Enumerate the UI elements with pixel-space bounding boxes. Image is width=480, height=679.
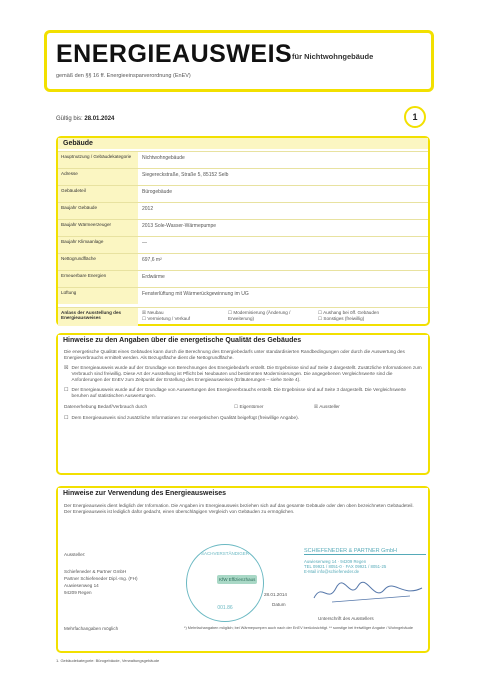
verwendung-heading: Hinweise zur Verwendung des Energieausweises [58,488,428,499]
aussteller-label: Aussteller: [64,552,86,557]
gebaeude-row-label: Nettogrundfläche [58,254,138,270]
expert-stamp-number: 001.86 [217,605,233,611]
qualitaet-intro: Die energetische Qualität eines Gebäudes kann durch die Berechnung des Energiebedarfs unter standardisierten Randbedingungen oder durch die Auswertung des Energieverbrauchs ermittelt werden. Als Bezugsfläche dient die Nettogrundfläche. [64,349,405,360]
option-aussteller[interactable]: ☒ Aussteller [314,404,340,409]
gebaeude-row-label: Erneuerbare Energien [58,271,138,287]
gebaeude-row-label: Baujahr Gebäude [58,203,138,219]
date-label: Datum [272,602,286,607]
footnote-bottom: *) Mehrfachangaben möglich; bei Wärmepumpen auch nach der EnEV berücksichtigt. ** sonstige bei freiwilliger Angabe / Wohngebäude [184,626,413,630]
gebaeude-row [58,185,428,202]
expert-stamp-ring-text: SACHVERSTÄNDIGER [200,551,249,556]
gebaeude-row [58,219,428,236]
gebaeude-row-value: Erdwärme [142,274,165,280]
gebaeude-row [58,168,428,185]
qualitaet-panel [56,333,430,475]
anlass-option-vermietung[interactable]: ☐ Vermietung / Verkauf [142,316,191,321]
anlass-label: Anlass der Ausstellung des Energieausweises [58,308,138,326]
gebaeude-row-label: Gebäudeteil [58,186,138,202]
page-number-badge: 1 [404,106,426,128]
datenerhebung-row: Datenerhebung Bedarf/Verbrauch durch ☐ Eigentümer ☒ Aussteller [64,404,340,409]
qualitaet-heading: Hinweise zu den Angaben über die energetische Qualität des Gebäudes [58,335,428,346]
gebaeude-row-label: Lüftung [58,288,138,304]
gebaeude-row [58,270,428,287]
gebaeude-row-value: 697,6 m² [142,257,162,263]
gebaeude-row-value: Siegereckstraße, Straße 5, 85152 Selb [142,172,229,178]
aussteller-address: Schiefeneder & Partner GmbH Partner Schiefeneder Dipl.-Ing. (FH) Auwiesenweg 14 94209 Regen [64,569,138,595]
option-eigentuemer[interactable]: ☐ Eigentümer [234,404,264,409]
check-bedarf[interactable]: ☒ Der Energieausweis wurde auf der Grundlage von Berechnungen des Energiebedarfs erstellt. Die Ergebnisse sind auf Seite 2 dargestellt. Zusätzliche Informationen zum Verbrauch sind freiwillig. Diese Art der Ausstellung ist Pflicht bei Neubauten und bestimmten Modernisierungen. Die angegebenen Vergleichswerte sind die Anforderungen der EnEV zum Zeitpunkt der Erstellung des Energieausweises (Erläuterungen – siehe Seite 4). [64,365,422,382]
signature-label: Unterschrift des Ausstellers [318,616,374,621]
expert-stamp-badge: KfW Effizienzhaus [219,577,256,582]
gebaeude-row [58,236,428,253]
footnote-mehrfach: Mehrfachangaben möglich [64,626,119,631]
anlass-row [58,307,428,326]
handwritten-signature [310,578,430,608]
gebaeude-row [58,202,428,219]
company-stamp: SCHIEFENEDER & PARTNER GmbH Auwiesenweg 14 · 94209 Regen TEL 09921 / 8051-0 · FAX 09921 / 8051-25 E-Mail info@schiefeneder.de [304,548,426,574]
verwendung-panel [56,486,430,653]
validity-date: 28.01.2024 [84,116,115,122]
anlass-option-modernisierung[interactable]: ☐ Modernisierung (Änderung / Erweiterung) [228,310,291,321]
gebaeude-row [58,151,428,168]
gebaeude-row-value: Bürogebäude [142,189,173,195]
anlass-option-aushang[interactable]: ☐ Aushang bei öff. Gebäuden [318,310,380,315]
gebaeude-row-label: Adresse [58,169,138,185]
gebaeude-row-value: 2012 [142,206,154,212]
signature-date: 28.01.2014 [264,592,287,597]
gebaeude-heading: Gebäude [58,138,428,149]
expert-stamp [186,544,264,622]
check-verbrauch[interactable]: ☐ Der Energieausweis wurde auf der Grundlage von Auswertungen des Energieverbrauchs erstellt. Die Ergebnisse sind auf Seite 3 dargestellt. Die Vergleichswerte beruhen auf statistischen Auswertungen. [64,387,407,398]
validity [56,116,114,122]
document-title: ENERGIEAUSWEIS [56,40,293,68]
verwendung-text: Der Energieausweis dient lediglich der Information. Die Angaben im Energieausweis beziehen sich auf das gesamte Gebäude oder den oben bezeichneten Gebäudeteil. Der Energieausweis ist lediglich dafür gedacht, einen überschlägigen Vergleich von Gebäuden zu ermöglichen. [64,503,414,514]
gebaeude-row [58,253,428,270]
gebaeude-panel [56,136,430,326]
gebaeude-row-value: Nichtwohngebäude [142,155,185,161]
anlass-option-sonstiges[interactable]: ☐ Sonstiges (freiwillig) [318,316,365,321]
page-footer: 1. Gebäudekategorie: Bürogebäude, Verwaltungsgebäude [56,658,160,663]
legal-basis: gemäß den §§ 16 ff. Energieeinsparverordnung (EnEV) [56,73,191,79]
gebaeude-row-value: — [142,240,147,246]
company-stamp-title: SCHIEFENEDER & PARTNER GmbH [304,548,426,555]
gebaeude-row-value: Fensterlüftung mit Wärmerückgewinnung im UG [142,291,249,297]
gebaeude-row [58,287,428,304]
gebaeude-row-label: Baujahr Klimaanlage [58,237,138,253]
gebaeude-row-value: 2013 Sole-Wasser-Wärmepumpe [142,223,217,229]
document-subtitle: für Nichtwohngebäude [292,52,374,61]
validity-label: Gültig bis: [56,116,83,122]
gebaeude-row-label: Hauptnutzung / Gebäudekategorie [58,152,138,168]
gebaeude-row-label: Baujahr Wärmeerzeuger [58,220,138,236]
anlass-option-neubau[interactable]: ☒ Neubau [142,310,164,315]
check-zusatzinfo[interactable]: ☐ Dem Energieausweis sind zusätzliche Informationen zur energetischen Qualität beigefügt (freiwillige Angabe). [64,415,299,421]
